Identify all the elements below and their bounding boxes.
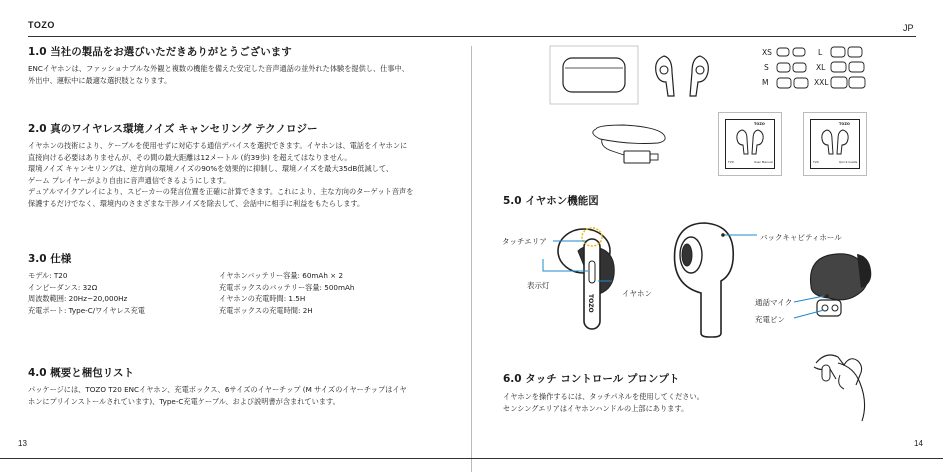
tip-label-l: L [818, 48, 823, 57]
section-1-body [28, 63, 409, 86]
label-call-mic: 通話マイク [755, 298, 793, 307]
spec-item: イヤホンバッテリー容量: 60mAh × 2 [219, 271, 344, 280]
guide-model-tag: T20 [813, 160, 819, 164]
page-number-right: 14 [914, 439, 923, 448]
spec-item: 充電ボックスの充電時間: 2H [219, 305, 313, 315]
label-indicator: 表示灯 [527, 281, 550, 290]
section-1-line: 外出中、運転中に最適な選択肢となります。 [28, 75, 172, 85]
guide-logo: TOZO [839, 122, 850, 126]
earbuds-pair-illustration [652, 48, 716, 100]
brand-logo: TOZO [28, 20, 55, 30]
section-2-line: デュアルマイクアレイにより、スピーカーの発言位置を正確に計算できます。これにより、主な方向のターゲット音声を [28, 187, 414, 196]
section-4-line: ホンにプリインストールされています)、Type-C充電ケーブル、および説明書が含まれています。 [28, 396, 340, 406]
section-2-line: ゲーム プレイヤーがより自由に音声通信できるようにします。 [28, 175, 231, 185]
label-touch-area: タッチエリア [502, 237, 547, 246]
guide-title-tag: Quick Guide [839, 160, 858, 164]
tip-label-xs: XS [762, 48, 772, 57]
spec-column-2 [219, 270, 354, 316]
spec-item: モデル: T20 [28, 271, 68, 280]
ear-tip-icons-large [830, 46, 866, 92]
section-2-line: 保護するだけでなく、環境内のさまざまな干渉ノイズを除去して、会話中に相手に利益をもたらします。 [28, 198, 365, 208]
section-4-body [28, 384, 407, 407]
section-4-line: パッケージには、TOZO T20 ENCイヤホン、充電ボックス、6サイズのイヤーチップ (M サイズのイヤーチップはイヤ [28, 385, 407, 394]
ear-tip-icons-small [776, 47, 810, 91]
section-2-body [28, 140, 413, 209]
guide-earbuds-icon [819, 128, 851, 156]
language-label: JP [903, 23, 914, 33]
section-1-title: 1.0 当社の製品をお選びいただきありがとうございます [28, 46, 292, 58]
section-2-line: 直接向ける必要はありませんが、その間の最大距離は12メートル (約39歩) を超えてはなりません。 [28, 152, 352, 162]
page-number-left: 13 [18, 439, 27, 448]
tip-label-xxl: XXL [814, 78, 829, 87]
spec-item: 周波数範囲: 20Hz~20,000Hz [28, 294, 128, 303]
footer-rule [0, 458, 943, 459]
manual-logo: TOZO [754, 122, 765, 126]
section-2-line: イヤホンの技術により、ケーブルを使用せずに対応する通信デバイスを選択できます。イヤホンは、電話をイヤホンに [28, 141, 408, 150]
manual-earbuds-icon [734, 128, 766, 156]
header-rule [28, 36, 916, 37]
label-charging-pins: 充電ピン [755, 315, 785, 324]
closeup-callout-lines [790, 300, 830, 330]
section-6-line: イヤホンを操作するには、タッチパネルを使用してください。 [503, 392, 704, 401]
earbud-back-diagram [665, 215, 745, 335]
section-3-title: 3.0 仕様 [28, 253, 72, 265]
manual-booklet [725, 119, 775, 169]
quick-guide-illustration [803, 112, 867, 176]
section-6-line: センシングエリアはイヤホンハンドルの上部にあります。 [503, 403, 689, 413]
ear-tips-grid [758, 45, 868, 95]
section-2-title: 2.0 真のワイヤレス環境ノイズ キャンセリング テクノロジー [28, 123, 318, 135]
spec-item: 充電ボックスのバッテリー容量: 500mAh [219, 282, 355, 292]
section-5-title: 5.0 イヤホン機能図 [503, 195, 599, 207]
charging-case-illustration [549, 45, 639, 105]
label-earbud: イヤホン [622, 289, 652, 298]
section-4-title: 4.0 概要と梱包リスト [28, 367, 135, 379]
user-manual-illustration [718, 112, 782, 176]
earbud-logo: TOZO [587, 294, 594, 313]
tip-label-m: M [762, 78, 769, 87]
tip-label-s: S [764, 63, 769, 72]
section-2-line: 環境ノイズ キャンセリングは、逆方向の環境ノイズの90%を効果的に抑制し、環境ノイズを最大35dB低減して、 [28, 164, 394, 173]
page-divider [471, 46, 472, 472]
spec-column-1 [28, 270, 145, 316]
manual-title-tag: User Manual [754, 160, 773, 164]
label-back-cavity-hole: バックキャビティホール [760, 233, 842, 242]
earbud-callout-lines [540, 233, 620, 293]
manual-model-tag: T20 [728, 160, 734, 164]
section-1-line: ENCイヤホンは、ファッショナブルな外観と複数の機能を備えた安定した音声通話の並外れた体験を提供し、仕事中、 [28, 64, 409, 73]
tip-label-xl: XL [816, 63, 826, 72]
touch-hand-illustration [810, 345, 880, 425]
usb-c-cable-illustration [590, 121, 670, 177]
section-6-title: 6.0 タッチ コントロール プロンプト [503, 373, 680, 385]
guide-booklet [810, 119, 860, 169]
section-6-body [503, 391, 704, 414]
spec-item: 充電ポート: Type-C/ワイヤレス充電 [28, 305, 145, 315]
spec-item: イヤホンの充電時間: 1.5H [219, 294, 306, 303]
spec-item: インピーダンス: 32Ω [28, 282, 98, 292]
